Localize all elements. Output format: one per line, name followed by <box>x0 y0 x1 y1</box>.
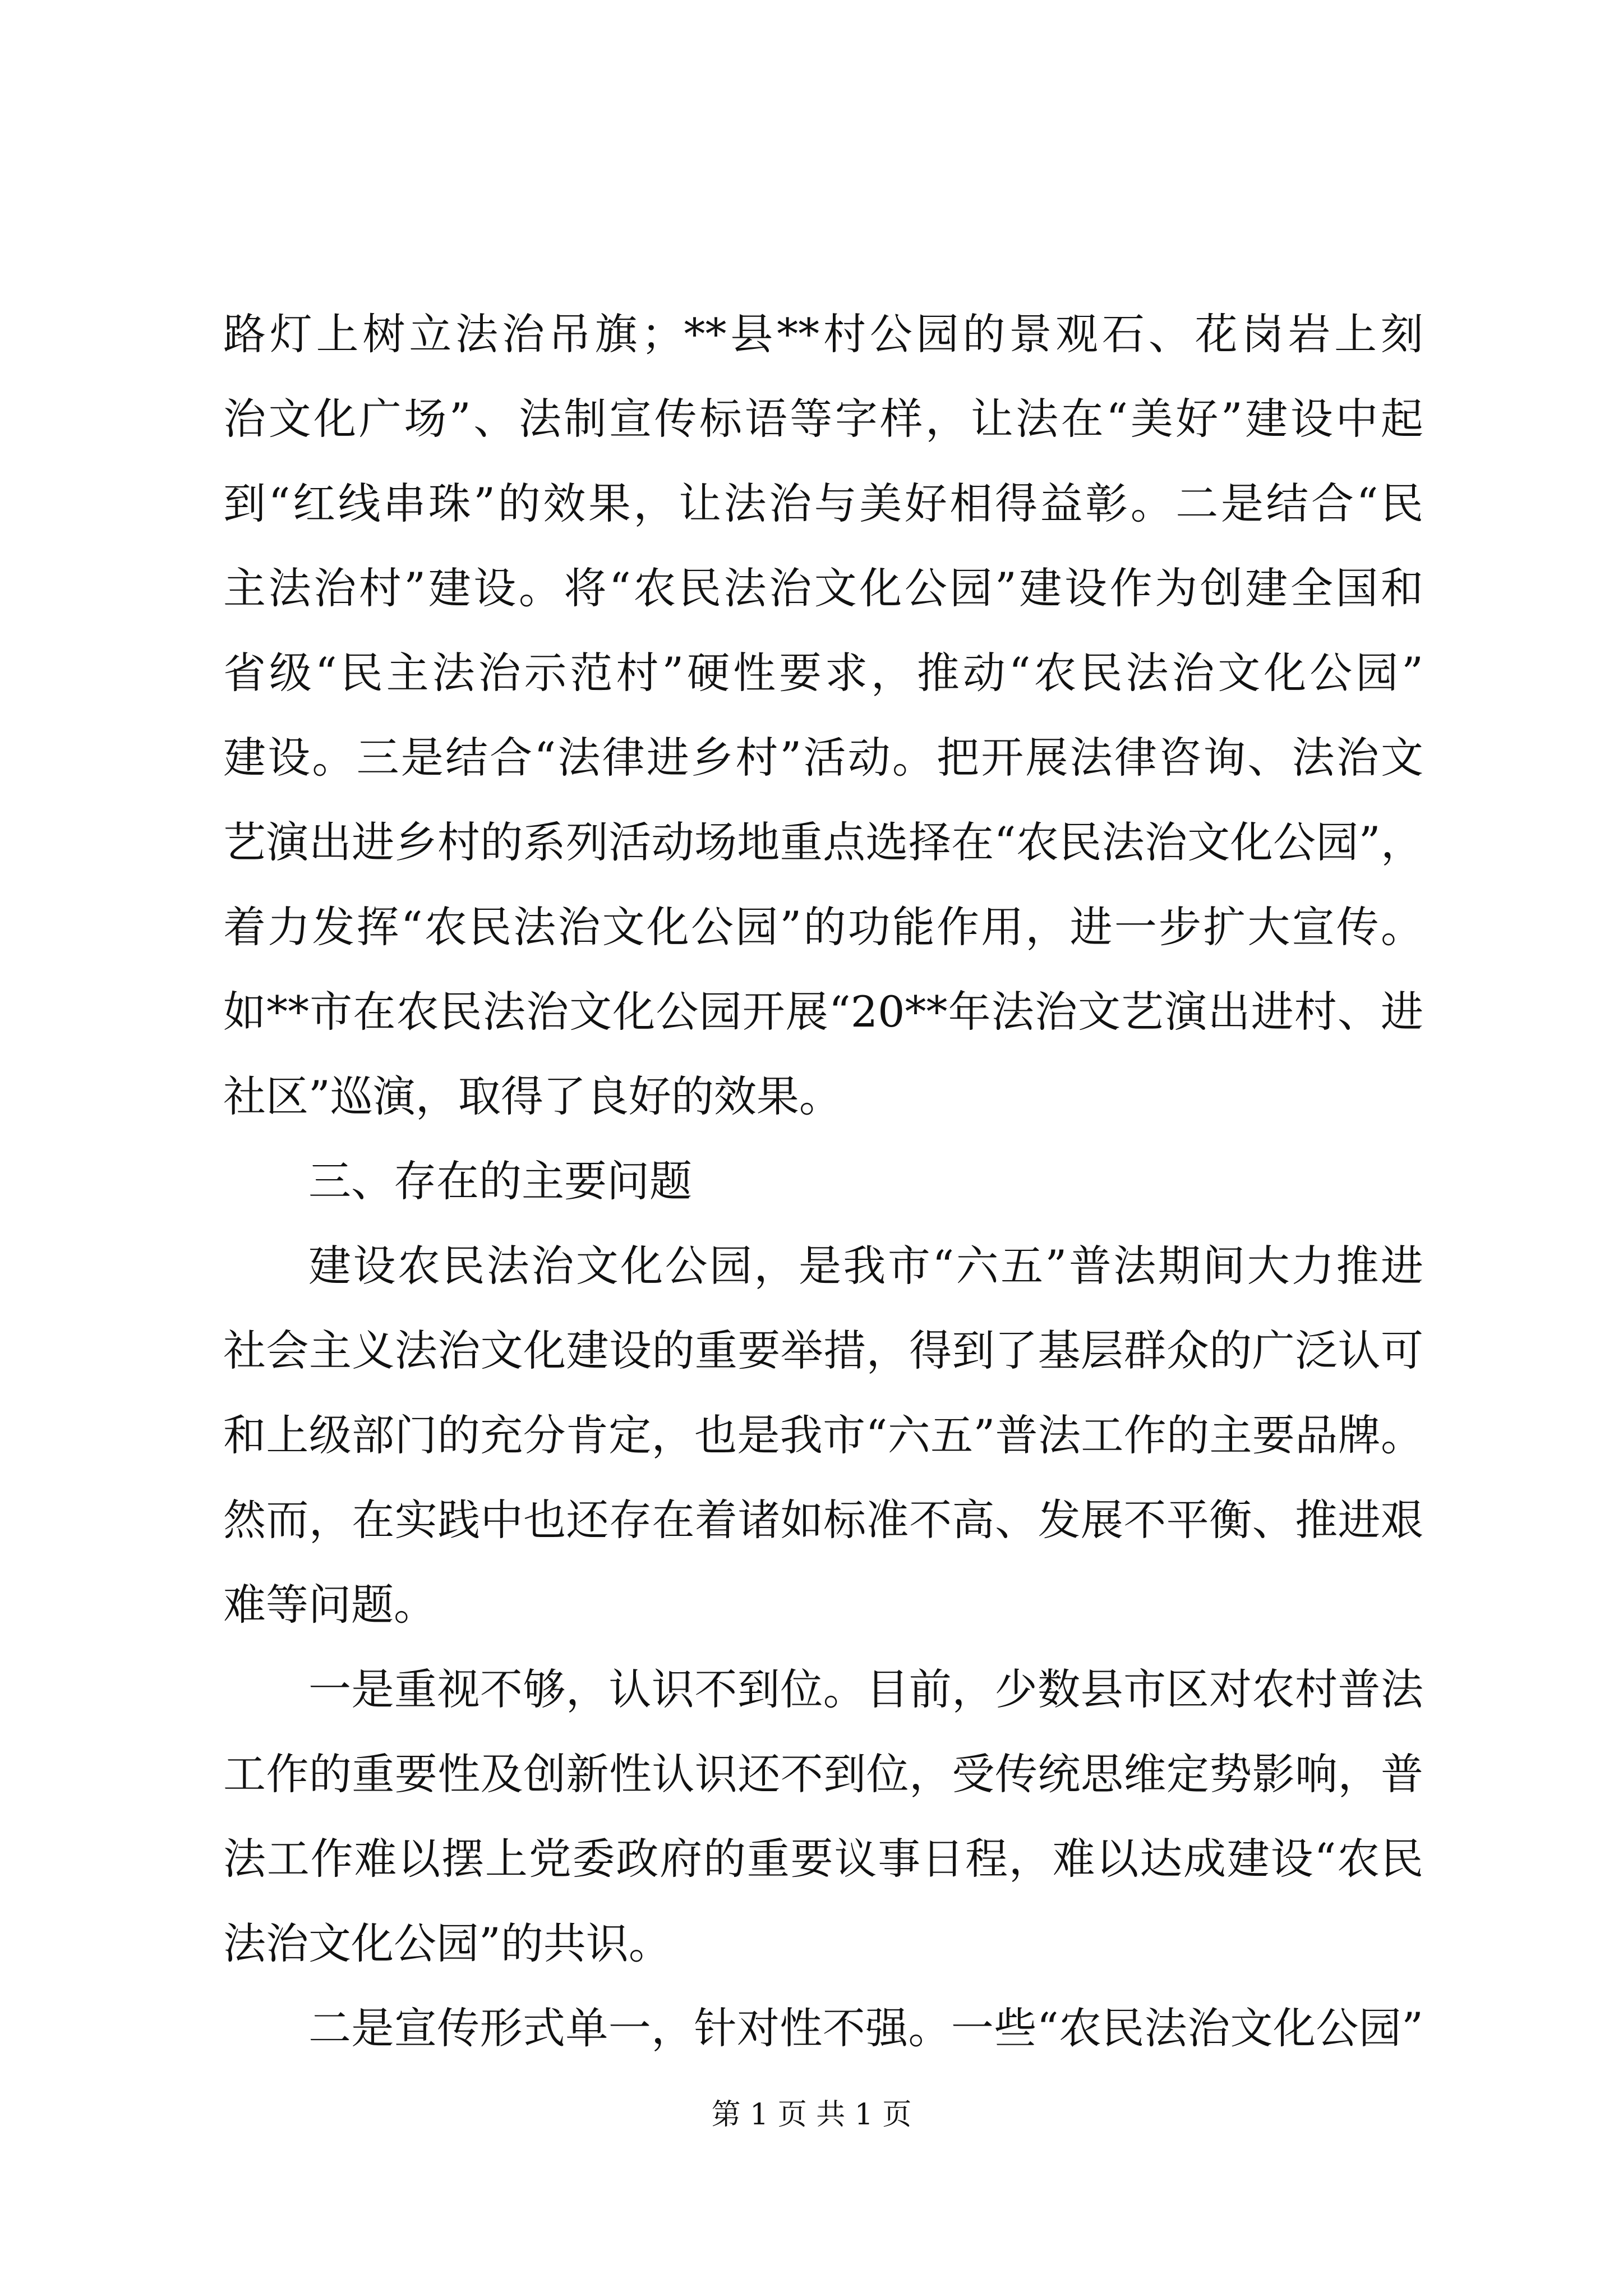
text-line: 主法治村”建设。将“农民法治文化公园”建设作为创建全国和 <box>223 563 1423 613</box>
document-body <box>223 292 1423 2070</box>
text-line: 建设农民法治文化公园，是我市“六五”普法期间大力推进 <box>308 1241 1423 1291</box>
text-line: 工作的重要性及创新性认识还不到位，受传统思维定势影响，普 <box>223 1749 1423 1799</box>
text-line: 社区”巡演，取得了良好的效果。 <box>223 1071 842 1121</box>
text-line: 二是宣传形式单一，针对性不强。一些“农民法治文化公园” <box>308 2003 1423 2053</box>
section-heading: 三、存在的主要问题 <box>308 1156 692 1206</box>
text-line: 省级“民主法治示范村”硬性要求，推动“农民法治文化公园” <box>223 648 1423 698</box>
text-line: 治文化广场”、法制宣传标语等字样，让法在“美好”建设中起 <box>223 394 1423 444</box>
text-line: 建设。三是结合“法律进乡村”活动。把开展法律咨询、法治文 <box>223 733 1423 783</box>
page-indicator: 第 1 页 共 1 页 <box>711 2098 912 2132</box>
text-line: 艺演出进乡村的系列活动场地重点选择在“农民法治文化公园”， <box>223 817 1423 867</box>
text-line: 一是重视不够，认识不到位。目前，少数县市区对农村普法 <box>308 1664 1423 1714</box>
text-line: 如**市在农民法治文化公园开展“20**年法治文艺演出进村、进 <box>223 987 1423 1037</box>
text-line: 路灯上树立法治吊旗；**县**村公园的景观石、花岗岩上刻 <box>223 309 1423 359</box>
text-line: 社会主义法治文化建设的重要举措，得到了基层群众的广泛认可 <box>223 1326 1423 1375</box>
text-line: 到“红线串珠”的效果，让法治与美好相得益彰。二是结合“民 <box>223 478 1423 528</box>
text-line: 和上级部门的充分肯定，也是我市“六五”普法工作的主要品牌。 <box>223 1410 1423 1460</box>
text-line: 着力发挥“农民法治文化公园”的功能作用，进一步扩大宣传。 <box>223 902 1423 952</box>
text-line: 法治文化公园”的共识。 <box>223 1918 671 1968</box>
page-footer <box>0 2095 1623 2134</box>
text-line: 然而，在实践中也还存在着诸如标准不高、发展不平衡、推进艰 <box>223 1495 1423 1545</box>
text-line: 法工作难以摆上党委政府的重要议事日程，难以达成建设“农民 <box>223 1834 1423 1884</box>
text-line: 难等问题。 <box>223 1580 436 1630</box>
